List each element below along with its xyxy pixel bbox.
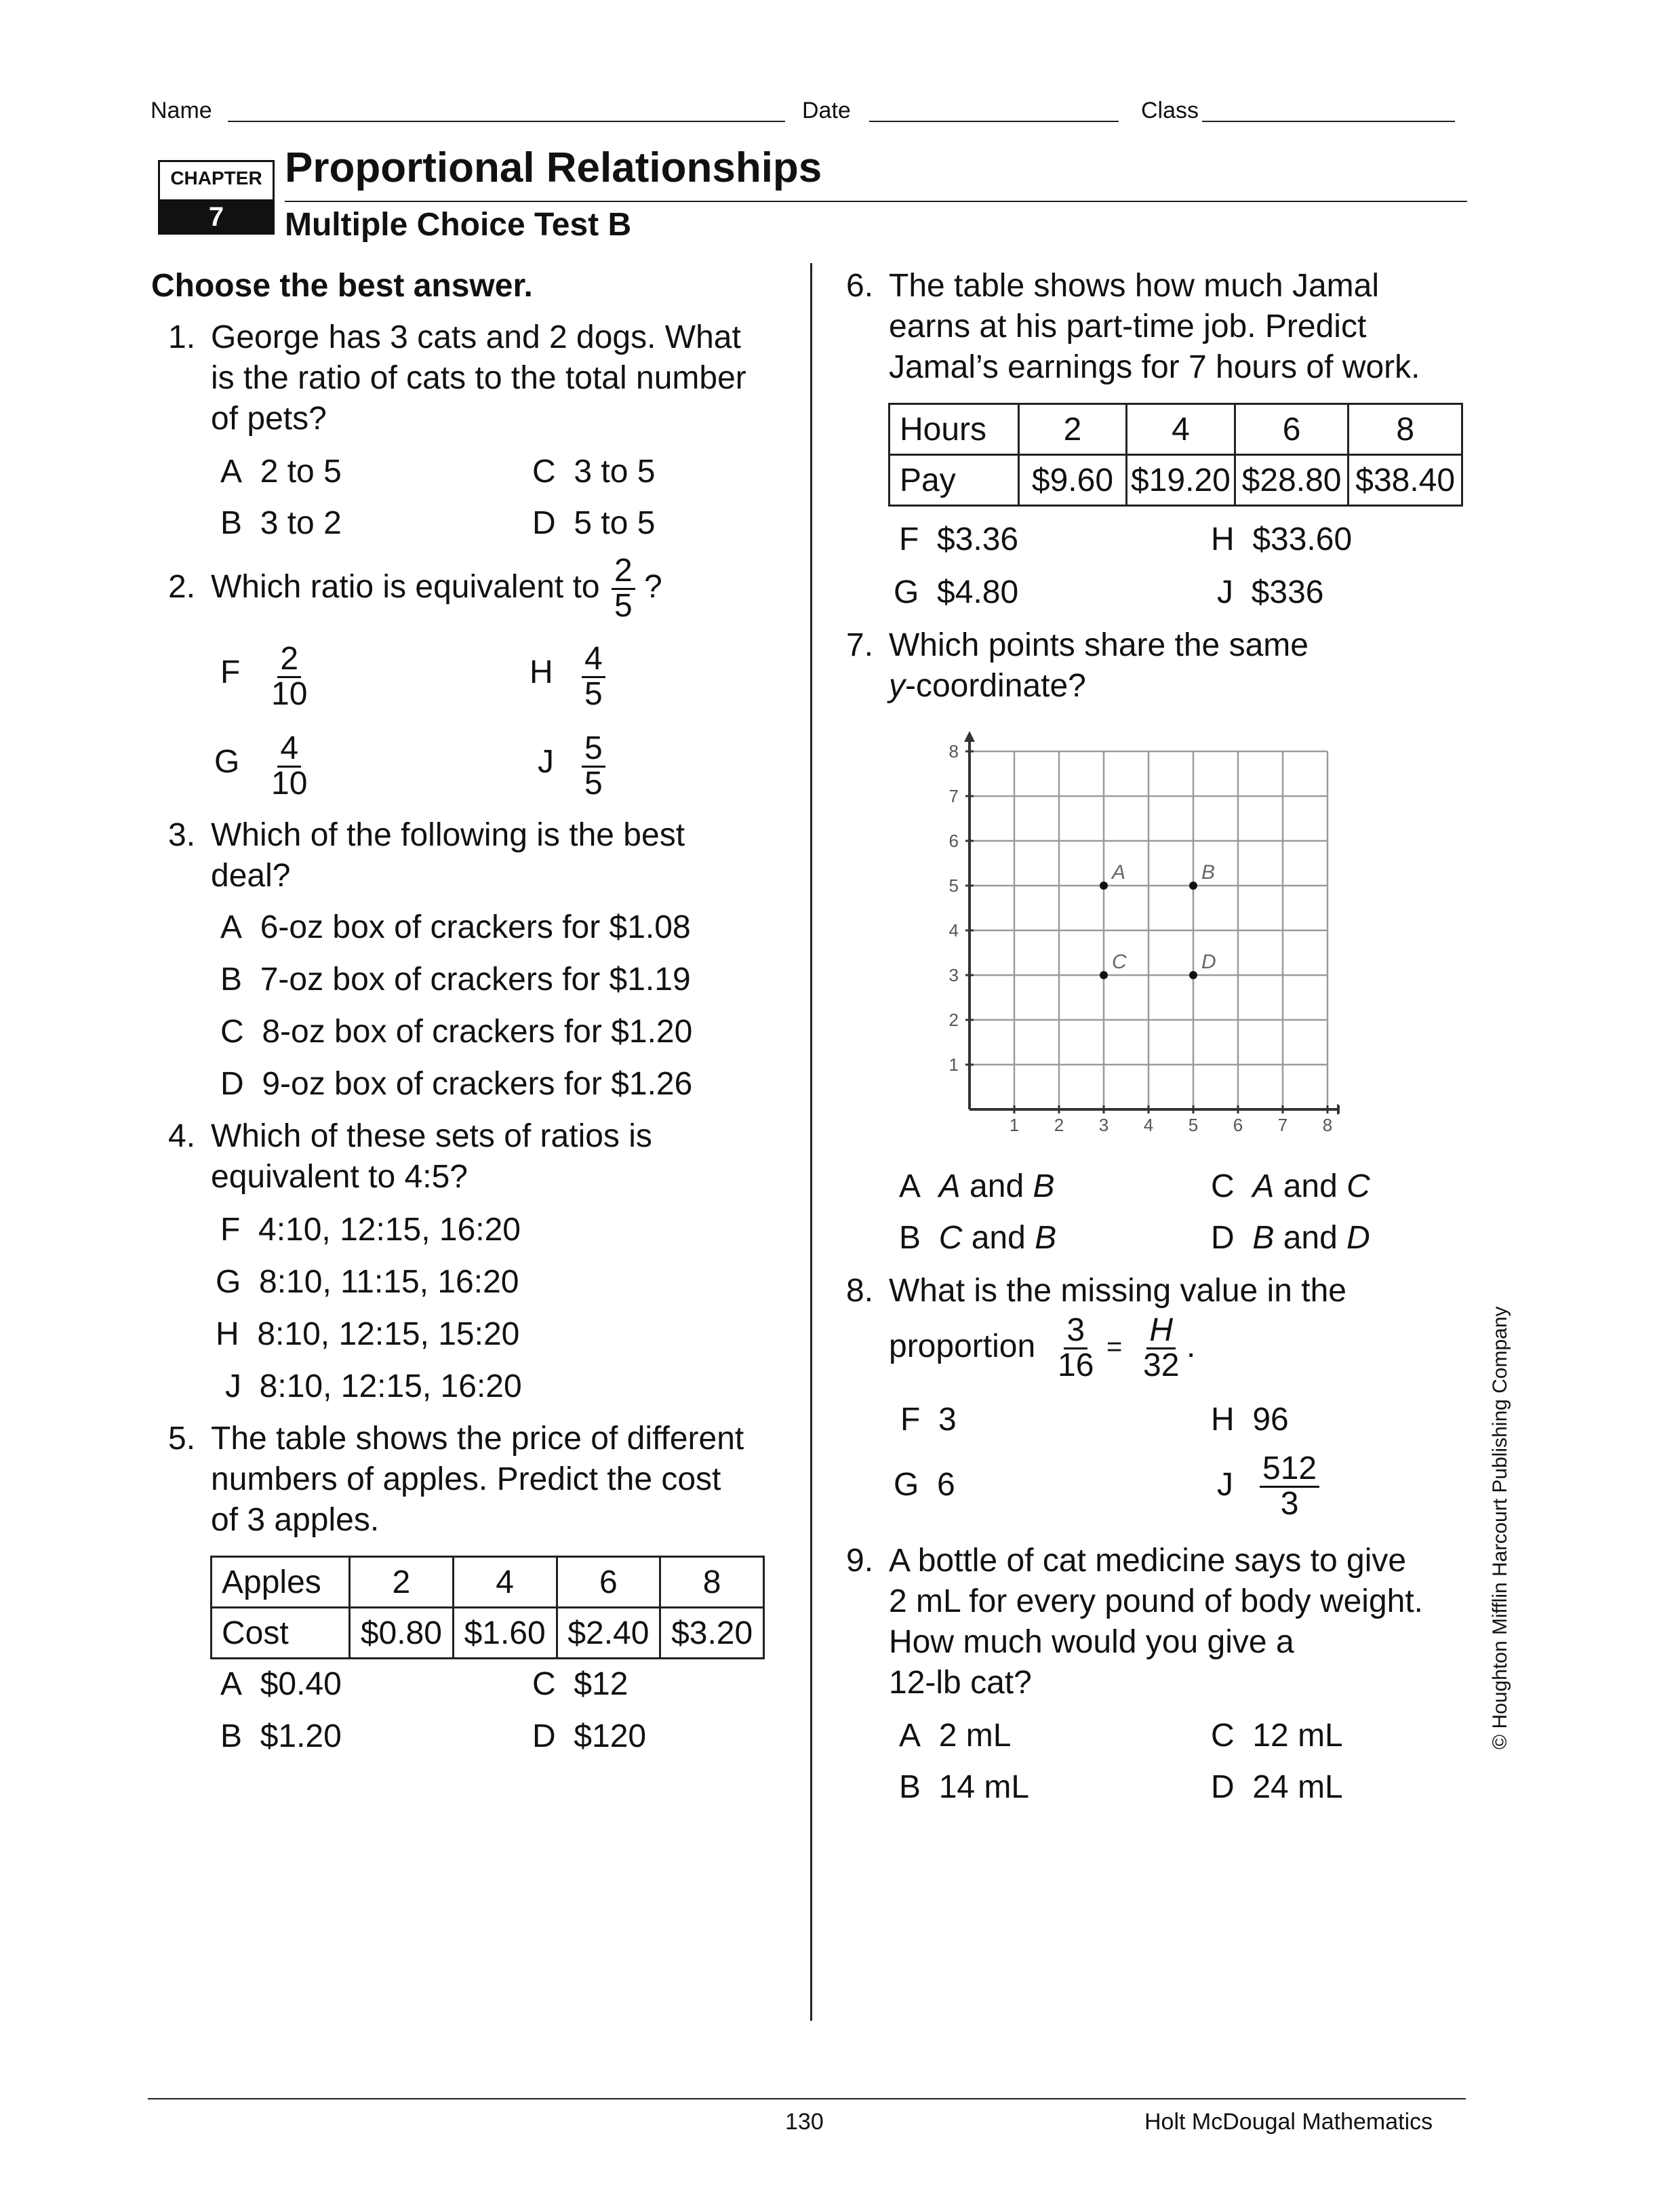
tick-labels bbox=[949, 741, 1333, 1135]
q5-option-a[interactable]: A $0.40 bbox=[220, 1666, 342, 1702]
x-tick-label: 7 bbox=[1277, 1115, 1288, 1135]
q7-text-line: y-coordinate? bbox=[889, 668, 1086, 704]
q1-text-line: of pets? bbox=[211, 401, 327, 437]
q3-text-line: deal? bbox=[211, 858, 291, 894]
chapter-number: 7 bbox=[160, 199, 273, 235]
apples-table bbox=[210, 1556, 765, 1659]
q5-text-line: of 3 apples. bbox=[211, 1502, 380, 1538]
q3-option-a[interactable]: A 6-oz box of crackers for $1.08 bbox=[220, 909, 691, 945]
table-cell: Cost bbox=[212, 1608, 350, 1659]
q9-option-b[interactable]: B 14 mL bbox=[899, 1769, 1030, 1805]
publisher: Holt McDougal Mathematics bbox=[1144, 2109, 1433, 2135]
q3-text-line: Which of the following is the best bbox=[211, 817, 685, 853]
x-axis-arrow bbox=[1337, 1104, 1340, 1115]
q7-option-a[interactable]: A A and B bbox=[899, 1168, 1055, 1204]
x-tick-label: 3 bbox=[1098, 1115, 1109, 1135]
q7-option-c[interactable]: C A and C bbox=[1211, 1168, 1370, 1204]
q1-option-c[interactable]: C 3 to 5 bbox=[532, 454, 656, 490]
q9-number: 9. bbox=[846, 1543, 874, 1579]
q2-text: Which ratio is equivalent to bbox=[211, 569, 600, 605]
x-tick-label: 1 bbox=[1009, 1115, 1020, 1135]
q9-text-line: How much would you give a bbox=[889, 1624, 1294, 1660]
table-cell: Apples bbox=[212, 1557, 350, 1608]
page-number: 130 bbox=[785, 2109, 824, 2135]
instructions: Choose the best answer. bbox=[151, 268, 533, 304]
table-cell: 6 bbox=[557, 1557, 660, 1608]
q1-text-line: is the ratio of cats to the total number bbox=[211, 360, 746, 396]
q3-option-b[interactable]: B 7-oz box of crackers for $1.19 bbox=[220, 962, 691, 998]
data-points bbox=[1100, 861, 1216, 979]
data-point bbox=[1189, 882, 1197, 890]
y-tick-label: 7 bbox=[948, 786, 959, 806]
data-point-label: C bbox=[1112, 951, 1127, 973]
q9-option-d[interactable]: D 24 mL bbox=[1211, 1769, 1343, 1805]
q7-option-b[interactable]: B C and B bbox=[899, 1220, 1057, 1256]
grid-lines bbox=[970, 751, 1327, 1109]
q6-option-g[interactable]: G $4.80 bbox=[894, 574, 1019, 610]
q4-text-line: Which of these sets of ratios is bbox=[211, 1118, 652, 1154]
q4-text-line: equivalent to 4:5? bbox=[211, 1159, 468, 1195]
q6-number: 6. bbox=[846, 268, 874, 304]
table-cell: 8 bbox=[1349, 404, 1462, 455]
table-cell: 2 bbox=[1018, 404, 1126, 455]
y-tick-label: 1 bbox=[948, 1054, 959, 1075]
q1-text-line: George has 3 cats and 2 dogs. What bbox=[211, 319, 741, 355]
table-cell: $9.60 bbox=[1018, 455, 1126, 506]
q1-option-b[interactable]: B 3 to 2 bbox=[220, 505, 342, 541]
q3-option-d[interactable]: D 9-oz box of crackers for $1.26 bbox=[220, 1066, 693, 1102]
q8-text-line: proportion bbox=[889, 1328, 1036, 1364]
table-cell: $38.40 bbox=[1349, 455, 1462, 506]
q9-text-line: 12-lb cat? bbox=[889, 1665, 1032, 1701]
table-cell: 2 bbox=[350, 1557, 454, 1608]
table-cell: $3.20 bbox=[660, 1608, 764, 1659]
class-field[interactable] bbox=[1202, 121, 1455, 122]
q6-text-line: The table shows how much Jamal bbox=[889, 268, 1379, 304]
q8-option-g[interactable]: G 6 bbox=[894, 1467, 955, 1503]
q7-option-d[interactable]: D B and D bbox=[1211, 1220, 1370, 1256]
table-cell: $2.40 bbox=[557, 1608, 660, 1659]
date-field[interactable] bbox=[869, 121, 1119, 122]
date-label: Date bbox=[802, 98, 851, 123]
q5-text-line: numbers of apples. Predict the cost bbox=[211, 1461, 721, 1497]
q9-option-c[interactable]: C 12 mL bbox=[1211, 1718, 1343, 1754]
q4-option-g[interactable]: G 8:10, 11:15, 16:20 bbox=[216, 1264, 519, 1300]
data-point-label: B bbox=[1201, 861, 1216, 884]
q8-option-f[interactable]: F 3 bbox=[900, 1402, 957, 1438]
page-title: Proportional Relationships bbox=[285, 144, 822, 191]
data-point bbox=[1189, 971, 1197, 979]
q5-option-d[interactable]: D $120 bbox=[532, 1718, 647, 1754]
q3-option-c[interactable]: C 8-oz box of crackers for $1.20 bbox=[220, 1014, 693, 1050]
x-tick-label: 8 bbox=[1322, 1115, 1333, 1135]
q4-option-f[interactable]: F 4:10, 12:15, 16:20 bbox=[220, 1212, 521, 1248]
y-tick-label: 8 bbox=[948, 741, 959, 762]
copyright-notice: © Houghton Mifflin Harcourt Publishing Company bbox=[1489, 1306, 1511, 1750]
chapter-badge bbox=[158, 160, 275, 235]
q5-number: 5. bbox=[168, 1421, 196, 1457]
table-cell: $28.80 bbox=[1235, 455, 1349, 506]
q1-number: 1. bbox=[168, 319, 196, 355]
q4-option-j[interactable]: J 8:10, 12:15, 16:20 bbox=[225, 1368, 522, 1404]
y-tick-label: 6 bbox=[948, 831, 959, 851]
table-cell: $0.80 bbox=[350, 1608, 454, 1659]
data-point bbox=[1100, 971, 1108, 979]
footer-rule bbox=[148, 2098, 1466, 2099]
table-cell: 8 bbox=[660, 1557, 764, 1608]
q8-number: 8. bbox=[846, 1273, 874, 1309]
q8-fraction-left: $\frac{3}{16}$ bbox=[1058, 1312, 1094, 1383]
name-label: Name bbox=[151, 98, 212, 123]
page-subtitle: Multiple Choice Test B bbox=[285, 207, 632, 243]
q5-text-line: The table shows the price of different bbox=[211, 1421, 744, 1457]
q2-number: 2. bbox=[168, 569, 196, 605]
q2-suffix: ? bbox=[644, 569, 662, 605]
x-tick-label: 6 bbox=[1233, 1115, 1243, 1135]
table-row bbox=[212, 1557, 764, 1608]
y-tick-label: 2 bbox=[948, 1010, 959, 1030]
q3-number: 3. bbox=[168, 817, 196, 853]
q4-option-h[interactable]: H 8:10, 12:15, 15:20 bbox=[216, 1316, 520, 1352]
chapter-label: CHAPTER bbox=[170, 167, 262, 189]
q8-equals: = bbox=[1106, 1332, 1123, 1362]
q9-option-a[interactable]: A 2 mL bbox=[899, 1718, 1012, 1754]
q6-text-line: Jamal’s earnings for 7 hours of work. bbox=[889, 349, 1420, 385]
y-tick-label: 3 bbox=[948, 965, 959, 985]
table-cell: 4 bbox=[1127, 404, 1235, 455]
x-tick-label: 2 bbox=[1054, 1115, 1064, 1135]
table-row bbox=[890, 404, 1462, 455]
q9-text-line: A bottle of cat medicine says to give bbox=[889, 1543, 1407, 1579]
q7-number: 7. bbox=[846, 627, 874, 663]
data-point bbox=[1100, 882, 1108, 890]
table-row bbox=[890, 455, 1462, 506]
q5-option-c[interactable]: C $12 bbox=[532, 1666, 628, 1702]
y-tick-label: 5 bbox=[948, 875, 959, 896]
table-cell: 4 bbox=[453, 1557, 557, 1608]
q9-text-line: 2 mL for every pound of body weight. bbox=[889, 1583, 1424, 1619]
q1-option-a[interactable]: A 2 to 5 bbox=[220, 454, 342, 490]
q8-text-line: What is the missing value in the bbox=[889, 1273, 1346, 1309]
q2-fraction: $\frac{2}{5}$ bbox=[612, 555, 635, 623]
table-cell: 6 bbox=[1235, 404, 1349, 455]
name-field[interactable] bbox=[228, 121, 785, 122]
q8-period: . bbox=[1186, 1328, 1196, 1364]
q6-option-h[interactable]: H $33.60 bbox=[1211, 521, 1353, 557]
coordinate-grid-chart bbox=[933, 724, 1340, 1145]
x-tick-label: 4 bbox=[1143, 1115, 1154, 1135]
table-cell: Pay bbox=[890, 455, 1019, 506]
column-divider bbox=[810, 263, 812, 2021]
q4-number: 4. bbox=[168, 1118, 196, 1154]
table-row bbox=[212, 1608, 764, 1659]
y-axis-arrow bbox=[964, 731, 975, 742]
class-label: Class bbox=[1141, 98, 1199, 123]
q6-option-f[interactable]: F $3.36 bbox=[899, 521, 1019, 557]
q5-option-b[interactable]: B $1.20 bbox=[220, 1718, 342, 1754]
q7-text-line: Which points share the same bbox=[889, 627, 1309, 663]
table-cell: $19.20 bbox=[1127, 455, 1235, 506]
data-point-label: A bbox=[1112, 861, 1126, 884]
table-cell: $1.60 bbox=[453, 1608, 557, 1659]
q8-option-h[interactable]: H 96 bbox=[1211, 1402, 1289, 1438]
title-rule bbox=[285, 201, 1467, 202]
y-tick-label: 4 bbox=[948, 920, 959, 941]
q1-option-d[interactable]: D 5 to 5 bbox=[532, 505, 656, 541]
q6-text-line: earns at his part-time job. Predict bbox=[889, 309, 1367, 344]
q8-fraction-right: $\frac{H}{32}$ bbox=[1143, 1312, 1180, 1383]
x-tick-label: 5 bbox=[1188, 1115, 1199, 1135]
data-point-label: D bbox=[1201, 951, 1216, 973]
q6-option-j[interactable]: J $336 bbox=[1217, 574, 1324, 610]
table-cell: Hours bbox=[890, 404, 1019, 455]
hours-pay-table bbox=[888, 403, 1463, 507]
